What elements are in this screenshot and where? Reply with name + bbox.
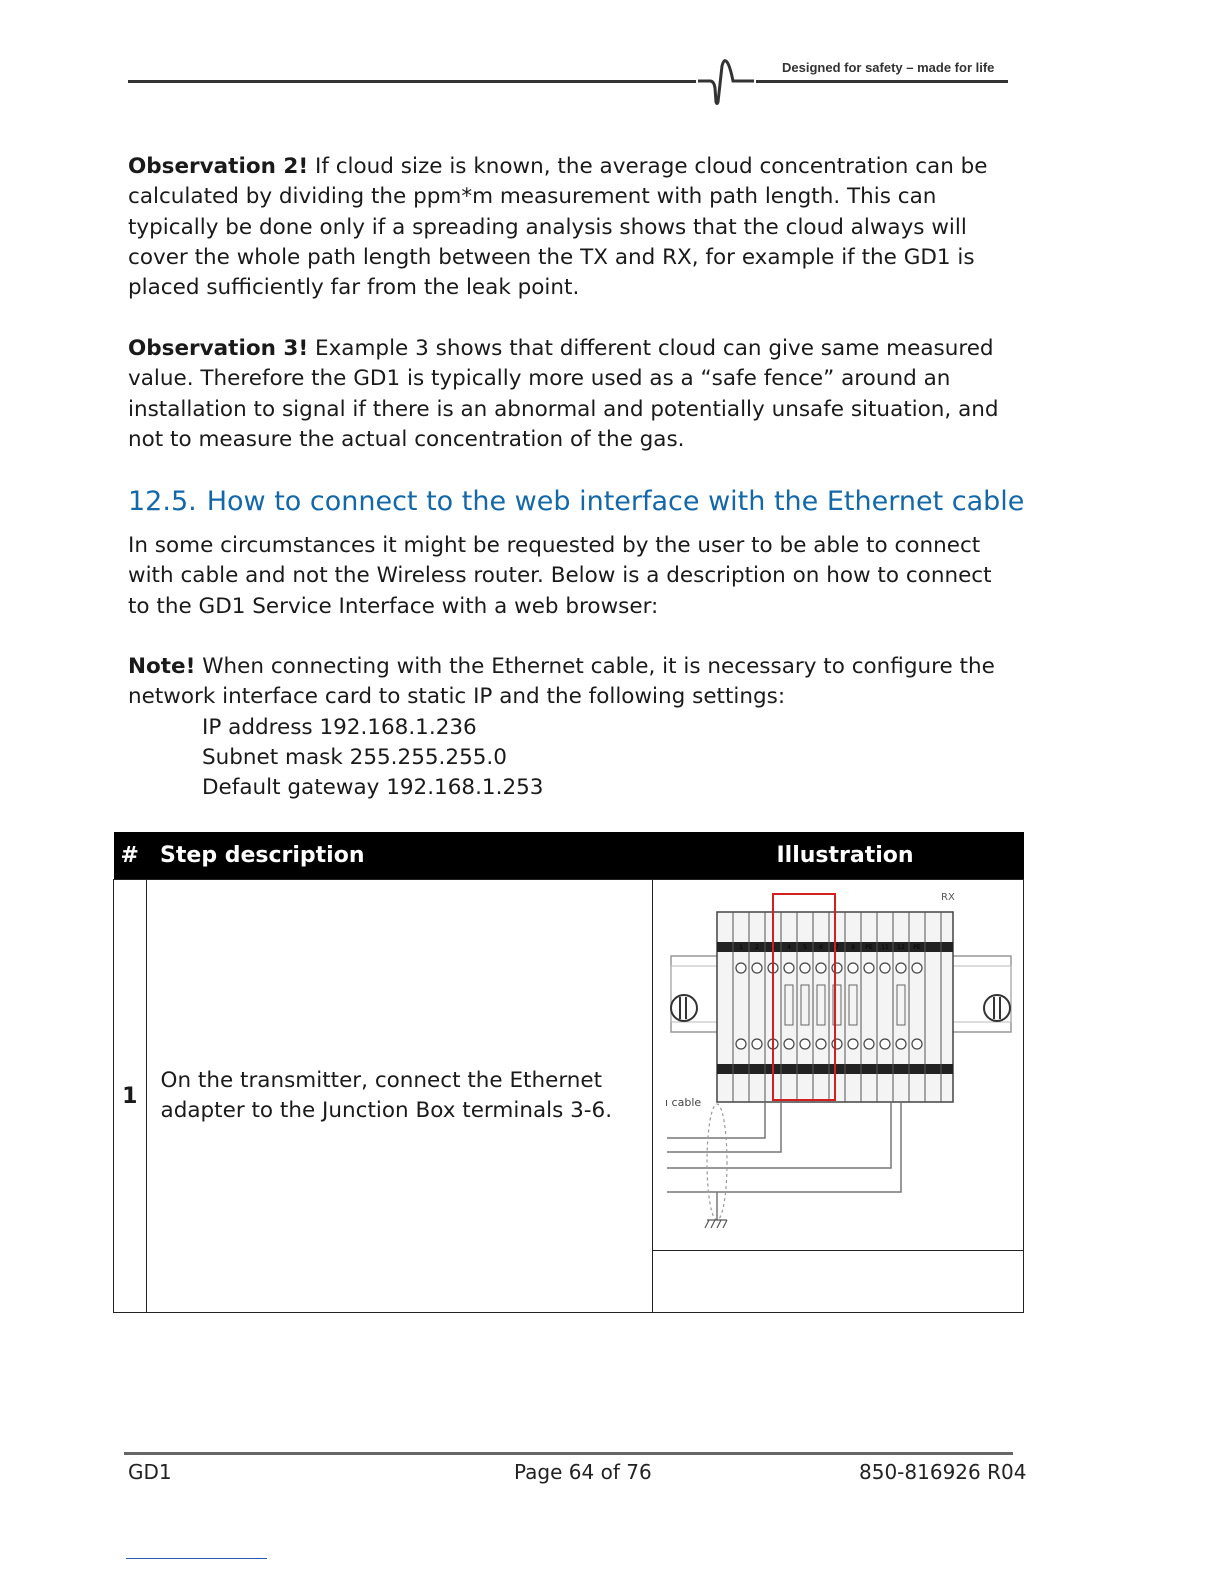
right-screw-icon bbox=[984, 995, 1010, 1021]
note-text: When connecting with the Ethernet cable, it is necessary to configure the network interface card to static IP and the following settings: bbox=[128, 654, 995, 710]
ground-icon bbox=[705, 1220, 727, 1228]
terminal-label: 12 bbox=[897, 944, 905, 951]
steps-table bbox=[113, 832, 1024, 1313]
table-header-row bbox=[114, 832, 1024, 880]
terminal-label: 5 bbox=[803, 944, 807, 951]
header-tagline: Designed for safety – made for life bbox=[782, 60, 995, 75]
junction-box-diagram bbox=[653, 880, 1023, 1250]
cable-label: ı cable bbox=[665, 1096, 702, 1109]
section-intro: In some circumstances it might be requested by the user to be able to connect with cable and not the Wireless router. Below is a description on how to connect to the GD1 Service Interface with a web browser: bbox=[128, 533, 992, 619]
footnote-rule bbox=[126, 1558, 267, 1559]
left-screw-icon bbox=[671, 995, 697, 1021]
observation-3-text: Example 3 shows that different cloud can give same measured value. Therefore the GD1 is typically more used as a “safe fence” around an installation to signal if there is an abnormal and potentially unsafe situation, and not to measure the actual concentration of the gas. bbox=[128, 336, 999, 452]
terminal-label: 8 bbox=[851, 944, 855, 951]
illustration-area bbox=[653, 880, 1023, 1251]
logo-wave-icon bbox=[696, 52, 756, 112]
note-label: Note! bbox=[128, 654, 196, 679]
terminal-label: 4 bbox=[787, 944, 791, 951]
terminal-label: PE bbox=[913, 944, 921, 951]
terminal-label: 3 bbox=[771, 944, 775, 951]
terminal-label: 11 bbox=[881, 944, 889, 951]
step-description: On the transmitter, connect the Ethernet adapter to the Junction Box terminals 3-6. bbox=[160, 1067, 613, 1123]
step-description-cell bbox=[146, 880, 652, 1313]
header-num: # bbox=[114, 832, 147, 880]
footer-rule bbox=[124, 1452, 1013, 1455]
section-heading bbox=[128, 486, 1024, 517]
terminal-label: PE bbox=[865, 944, 873, 951]
footer-document-id: 850-816926 R04 bbox=[859, 1460, 1027, 1484]
table-row bbox=[114, 880, 1024, 1313]
setting-ip-address: IP address 192.168.1.236 bbox=[202, 714, 477, 740]
header-step-description: Step description bbox=[146, 832, 652, 880]
observation-3-label: Observation 3! bbox=[128, 336, 309, 361]
observation-2-label: Observation 2! bbox=[128, 154, 309, 179]
step-number: 1 bbox=[114, 880, 147, 1313]
observation-3-paragraph bbox=[128, 334, 1018, 455]
header-rule bbox=[128, 80, 1008, 83]
header-illustration: Illustration bbox=[653, 832, 1024, 880]
observation-2-paragraph bbox=[128, 152, 1018, 303]
section-title: How to connect to the web interface with the Ethernet cable bbox=[206, 486, 1025, 517]
section-number: 12.5. bbox=[128, 486, 197, 517]
note-paragraph bbox=[128, 652, 1018, 803]
illustration-cell bbox=[653, 880, 1024, 1313]
setting-default-gateway: Default gateway 192.168.1.253 bbox=[202, 775, 544, 801]
observation-2-text: If cloud size is known, the average cloud concentration can be calculated by dividing the ppm*m measurement with path length. This can typically be done only if a spreading analysis shows that the cloud always will cover the whole path length between the TX and RX, for example if the GD1 is placed sufficiently far from the leak point. bbox=[128, 154, 988, 301]
terminal-label: 6 bbox=[819, 944, 823, 951]
terminal-label: 1 bbox=[739, 944, 743, 951]
rx-label: RX bbox=[941, 892, 955, 903]
setting-subnet-mask: Subnet mask 255.255.255.0 bbox=[202, 744, 507, 770]
terminal-label: 2 bbox=[755, 944, 759, 951]
terminal-label: 7 bbox=[835, 944, 839, 951]
footer-product: GD1 bbox=[128, 1460, 172, 1484]
footer-page-number: Page 64 of 76 bbox=[514, 1460, 652, 1484]
